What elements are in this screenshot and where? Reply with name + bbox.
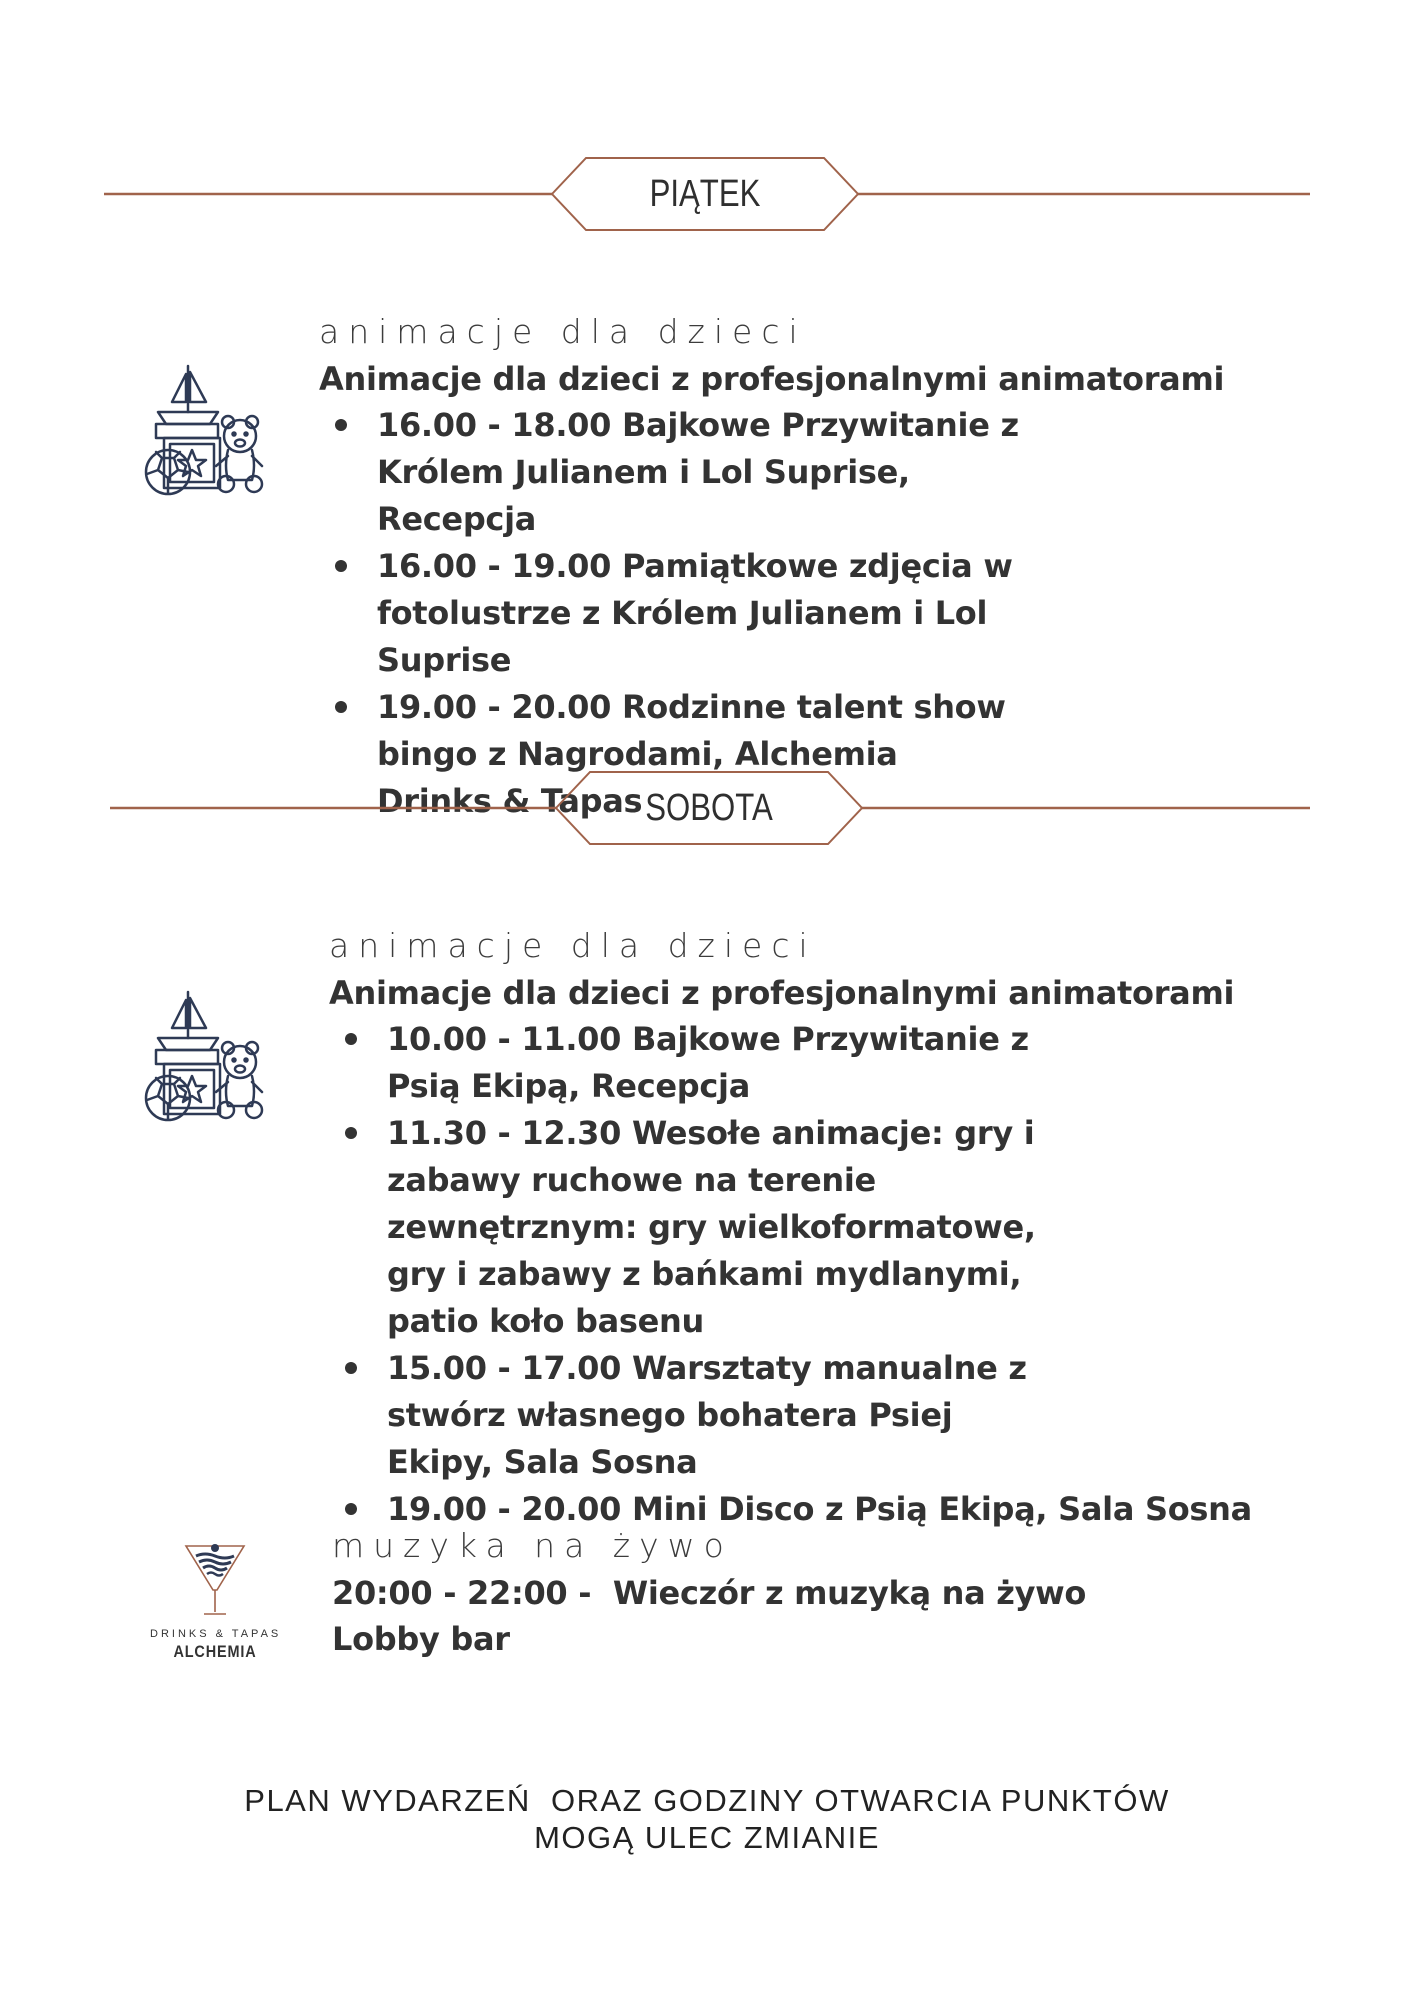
section-subtitle: muzyka na żywo (332, 1526, 733, 1565)
list-item (319, 543, 1019, 684)
bullet (345, 1503, 357, 1515)
list-item (319, 402, 1019, 543)
friday-section (319, 310, 1319, 825)
list-item-text: 11.30 - 12.30 Wesołe animacje: gry i zabawy ruchowe na terenie zewnętrznym: gry wielkoformatowe, gry i zabawy z bańkami mydlanymi, patio koło basenu (387, 1114, 1036, 1340)
list-item-text: 15.00 - 17.00 Warsztaty manualne z stwórz własnego bohatera Psiej Ekipy, Sala Sosna (387, 1349, 1027, 1481)
event-list (319, 402, 1219, 825)
list-item-text: 19.00 - 20.00 Rodzinne talent show bingo z Nagrodami, Alchemia Drinks & Tapas (377, 688, 1006, 820)
bullet (335, 560, 347, 572)
change-notice (0, 1782, 1414, 1856)
bullet (335, 419, 347, 431)
saturday-divider (110, 770, 1310, 846)
section-heading: Animacje dla dzieci z profesjonalnymi animatorami (319, 360, 1225, 398)
list-item (329, 1016, 1037, 1110)
list-item-text: 16.00 - 19.00 Pamiątkowe zdjęcia w fotolustrze z Królem Julianem i Lol Suprise (377, 547, 1013, 679)
list-item-text: 19.00 - 20.00 Mini Disco z Psią Ekipą, Sala Sosna (387, 1490, 1252, 1528)
list-item (329, 1110, 1037, 1345)
list-item-text: 16.00 - 18.00 Bajkowe Przywitanie z Królem Julianem i Lol Suprise, Recepcja (377, 406, 1019, 538)
cocktail-glass-icon (150, 1542, 280, 1624)
day-label: PIĄTEK (649, 173, 761, 215)
music-time: 20:00 - 22:00 - Wieczór z muzyką na żywo (332, 1574, 1087, 1612)
notice-line: MOGĄ ULEC ZMIANIE (534, 1820, 880, 1855)
logo-tagline: DRINKS & TAPAS (150, 1628, 282, 1640)
saturday-section (329, 924, 1329, 1533)
event-list (329, 1016, 1252, 1533)
music-section (332, 1524, 1332, 1662)
notice-line: PLAN WYDARZEŃ ORAZ GODZINY OTWARCIA PUNKTÓW (244, 1783, 1170, 1818)
toys-icon (140, 362, 266, 502)
bullet (345, 1127, 357, 1139)
alchemia-logo (150, 1542, 280, 1662)
section-subtitle: animacje dla dzieci (329, 926, 817, 965)
bullet (345, 1033, 357, 1045)
day-label: SOBOTA (645, 787, 773, 829)
list-item-text: 10.00 - 11.00 Bajkowe Przywitanie z Psią Ekipą, Recepcja (387, 1020, 1029, 1105)
music-location: Lobby bar (332, 1620, 510, 1658)
list-item (329, 1345, 1037, 1486)
friday-divider (104, 156, 1310, 232)
bullet (335, 701, 347, 713)
toys-icon (140, 988, 266, 1128)
section-subtitle: animacje dla dzieci (319, 312, 807, 351)
section-heading: Animacje dla dzieci z profesjonalnymi animatorami (329, 974, 1235, 1012)
bullet (345, 1362, 357, 1374)
logo-name: ALCHEMIA (173, 1642, 257, 1661)
